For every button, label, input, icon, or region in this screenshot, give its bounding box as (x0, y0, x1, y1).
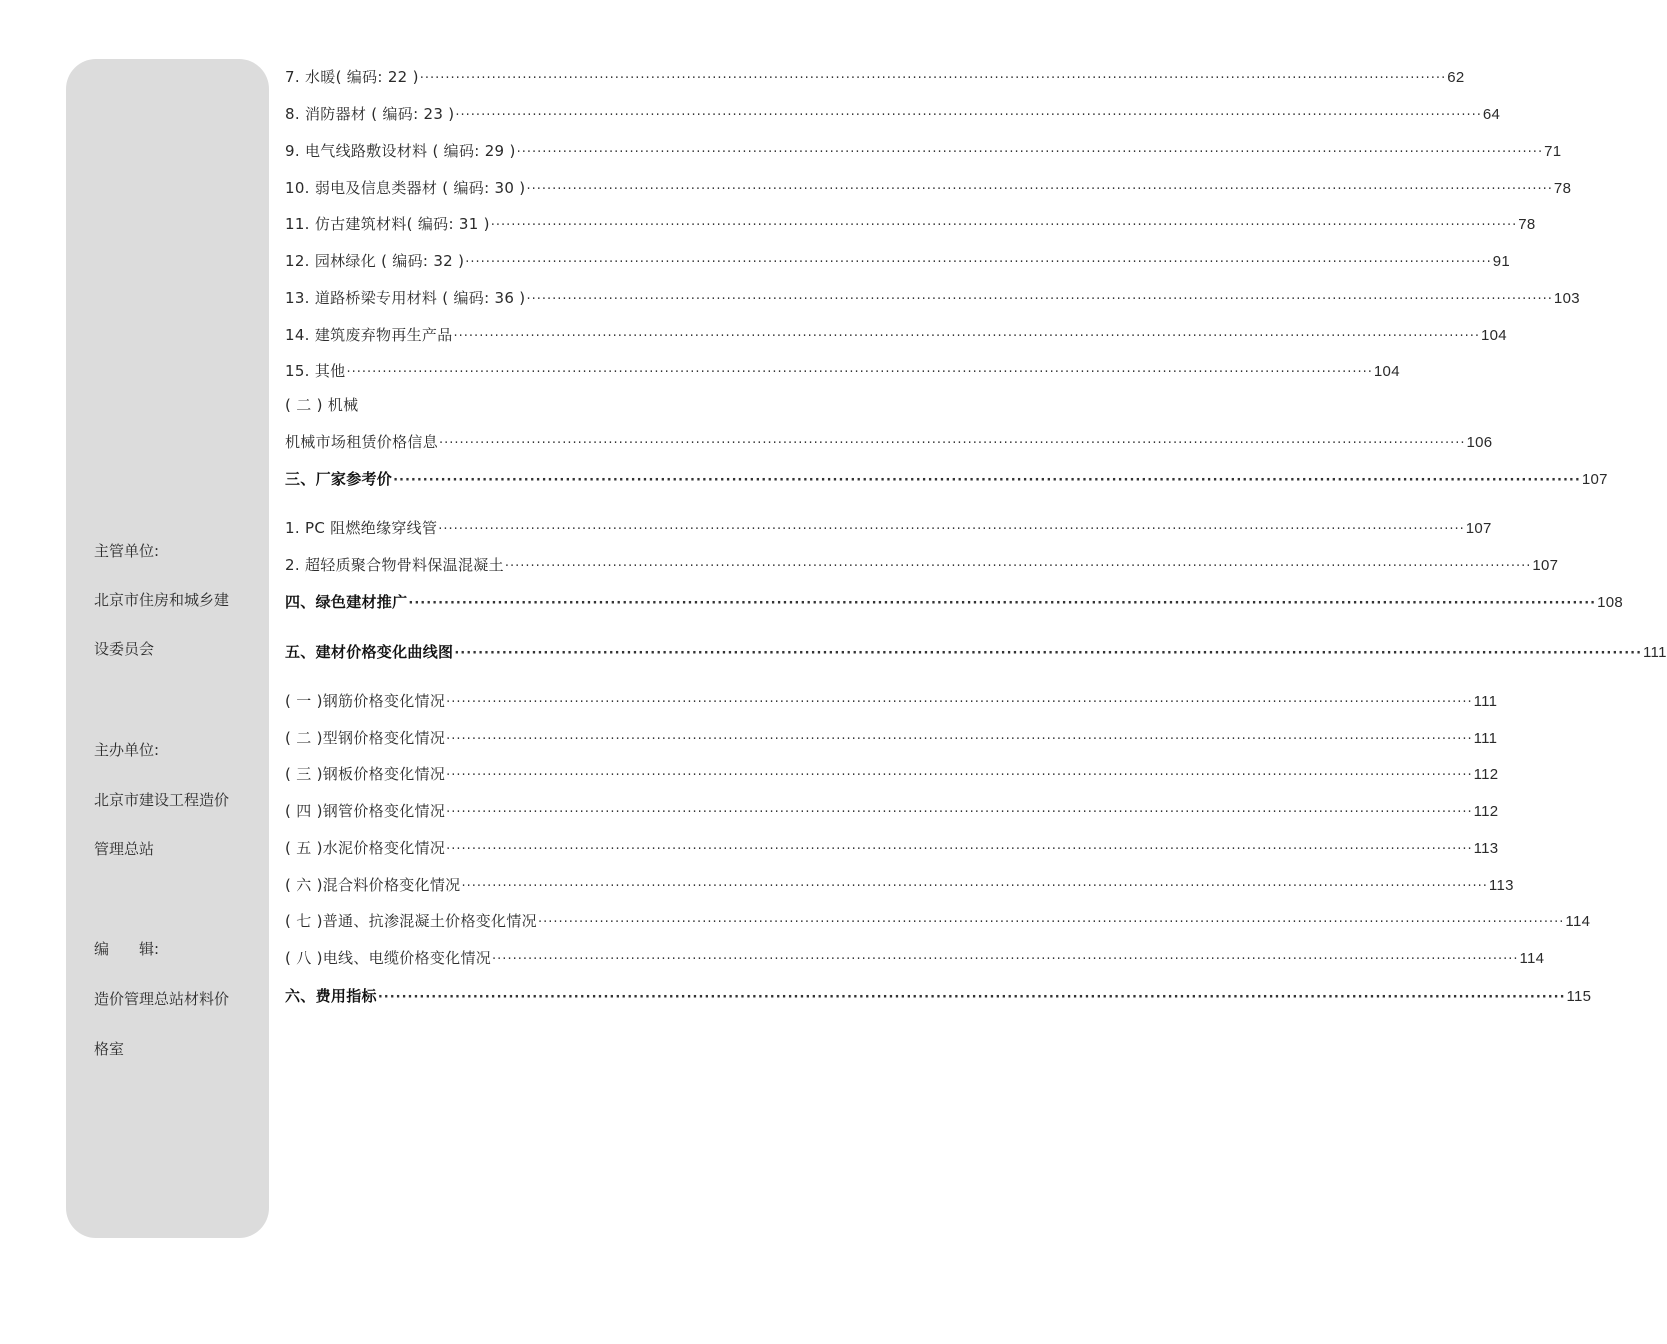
toc-entry-page: 107 (1581, 471, 1608, 488)
toc-leader-dots: ········································································································································································································ (446, 768, 1473, 783)
sidebar-supervisor-name-line2: 设委员会 (94, 640, 155, 658)
toc-leader-dots: ········································································································································································································ (461, 879, 1488, 894)
toc-entry-label: ( 一 )钢筋价格变化情况 (285, 692, 446, 710)
sidebar-editor-name-line2: 格室 (94, 1040, 125, 1058)
toc-leader-dots: ········································································································································································································ (438, 522, 1465, 537)
toc-leader-dots: ········································································································································································································ (346, 365, 1373, 380)
toc-leader-dots: ········································································································································································································ (490, 218, 1518, 233)
toc-leader-dots: ········································································································································································································ (446, 842, 1473, 857)
toc-leader-dots: ········································································································································································································ (446, 732, 1473, 747)
toc-entry-page: 107 (1465, 520, 1492, 537)
toc-leader-dots: ········································································································································································································ (419, 71, 1447, 86)
sidebar-organizer-label: 主办单位: (94, 741, 160, 759)
toc-leader-dots: ········································································································································································································ (504, 559, 1532, 574)
toc-entry-page: 111 (1643, 644, 1667, 661)
toc-entry[interactable] (285, 874, 1514, 896)
toc-entry-label: 1. PC 阻燃绝缘穿线管 (285, 519, 438, 537)
toc-leader-dots: ········································································································································································································ (465, 255, 1492, 270)
sidebar-organizer-name-line2: 管理总站 (94, 840, 155, 858)
toc-leader-dots: ········································································································································································································ (377, 990, 1566, 1005)
toc-entry-label: ( 六 )混合料价格变化情况 (285, 876, 461, 894)
sidebar-organizer-name-line1: 北京市建设工程造价 (94, 791, 230, 809)
toc-entry-label: 三、厂家参考价 (285, 470, 393, 488)
toc-entry[interactable] (285, 250, 1511, 272)
toc-entry-page: 104 (1481, 327, 1507, 344)
toc-entry[interactable] (285, 800, 1499, 822)
toc-entry-page: 103 (1553, 290, 1580, 307)
toc-entry-label: 7. 水暖( 编码: 22 ) (285, 68, 419, 86)
toc-leader-dots: ········································································································································································································ (446, 695, 1473, 710)
toc-entry-label: ( 四 )钢管价格变化情况 (285, 802, 446, 820)
toc-entry-page: 111 (1473, 693, 1498, 710)
toc-entry[interactable] (285, 177, 1572, 199)
toc-entry-page: 112 (1473, 803, 1499, 820)
toc-entry-label: 9. 电气线路敷设材料 ( 编码: 29 ) (285, 142, 516, 160)
toc-entry[interactable] (285, 360, 1400, 382)
toc-entry-label: ( 八 )电线、电缆价格变化情况 (285, 949, 492, 967)
toc-leader-dots: ········································································································································································································ (537, 915, 1565, 930)
toc-leader-dots: ········································································································································································································ (492, 952, 1519, 967)
toc-entry[interactable] (285, 431, 1493, 453)
toc-entry-label: 2. 超轻质聚合物骨料保温混凝土 (285, 556, 504, 574)
toc-entry-label: 8. 消防器材 ( 编码: 23 ) (285, 105, 455, 123)
toc-entry[interactable] (285, 517, 1492, 539)
toc-entry-label: 五、建材价格变化曲线图 (285, 643, 454, 661)
toc-entry-page: 113 (1473, 840, 1499, 857)
toc-leader-dots: ········································································································································································································ (439, 436, 1466, 451)
toc-section-entry[interactable] (285, 591, 1624, 613)
toc-entry[interactable] (285, 837, 1499, 859)
toc-entry[interactable] (285, 763, 1499, 785)
toc-entry-label: 13. 道路桥梁专用材料 ( 编码: 36 ) (285, 289, 526, 307)
toc-leader-dots: ········································································································································································································ (453, 329, 1480, 344)
toc-entry-page: 114 (1565, 913, 1591, 930)
toc-section-entry[interactable] (285, 985, 1592, 1007)
toc-entry-label: ( 三 )钢板价格变化情况 (285, 765, 446, 783)
toc-entry-label: 12. 园林绿化 ( 编码: 32 ) (285, 252, 465, 270)
toc-section-entry[interactable] (285, 468, 1608, 490)
toc-entry-page: 107 (1532, 557, 1559, 574)
toc-leader-dots: ········································································································································································································ (454, 646, 1643, 661)
sidebar-editor-label: 编 辑: (94, 940, 160, 958)
toc-entry-page: 113 (1488, 877, 1514, 894)
toc-entry[interactable] (285, 140, 1562, 162)
toc-entry-label: ( 二 ) 机械 (285, 396, 359, 414)
toc-entry-page: 78 (1553, 180, 1572, 197)
sidebar-supervisor-name-line1: 北京市住房和城乡建 (94, 591, 230, 609)
toc-entry-page: 115 (1566, 988, 1592, 1005)
toc-entry-label: 六、费用指标 (285, 987, 377, 1005)
toc-entry-page: 91 (1492, 253, 1511, 270)
toc-entry-label: ( 五 )水泥价格变化情况 (285, 839, 446, 857)
toc-entry-label: 四、绿色建材推广 (285, 593, 408, 611)
toc-entry-label: 机械市场租赁价格信息 (285, 433, 439, 451)
toc-leader-dots: ········································································································································································································ (526, 292, 1553, 307)
toc-entry-page: 104 (1373, 363, 1400, 380)
toc-entry-page: 108 (1597, 594, 1624, 611)
toc-entry-label: 15. 其他 (285, 362, 346, 380)
toc-entry[interactable] (285, 213, 1536, 235)
toc-leader-dots: ········································································································································································································ (516, 145, 1544, 160)
toc-entry-page: 111 (1473, 730, 1498, 747)
sidebar-editor-name-line1: 造价管理总站材料价 (94, 990, 230, 1008)
toc-entry[interactable] (285, 103, 1501, 125)
toc-entry-page: 106 (1466, 434, 1493, 451)
toc-entry-page: 71 (1544, 143, 1562, 160)
sidebar-supervisor-label: 主管单位: (94, 542, 160, 560)
toc-entry[interactable] (285, 727, 1498, 749)
toc-leader-dots: ········································································································································································································ (408, 596, 1597, 611)
toc-entry-label: 10. 弱电及信息类器材 ( 编码: 30 ) (285, 179, 526, 197)
toc-entry-label: ( 二 )型钢价格变化情况 (285, 729, 446, 747)
toc-entry-page: 114 (1519, 950, 1545, 967)
toc-entry[interactable] (285, 947, 1545, 969)
toc-leader-dots: ········································································································································································································ (446, 805, 1473, 820)
toc-entry-label: ( 七 )普通、抗渗混凝土价格变化情况 (285, 912, 537, 930)
toc-entry-page: 78 (1518, 216, 1536, 233)
toc-entry[interactable] (285, 554, 1559, 576)
toc-entry[interactable] (285, 324, 1507, 346)
toc-entry[interactable] (285, 287, 1580, 309)
toc-subsection-heading (285, 394, 793, 416)
toc-entry[interactable] (285, 66, 1465, 88)
toc-section-entry[interactable] (285, 641, 1667, 663)
toc-entry-label: 14. 建筑废弃物再生产品 (285, 326, 453, 344)
toc-entry-label: 11. 仿古建筑材料( 编码: 31 ) (285, 215, 490, 233)
toc-entry-page: 62 (1447, 69, 1465, 86)
toc-entry-page: 112 (1473, 766, 1499, 783)
toc-leader-dots: ········································································································································································································ (526, 182, 1553, 197)
toc-leader-dots: ········································································································································································································ (393, 473, 1581, 488)
toc-leader-dots: ········································································································································································································ (455, 108, 1482, 123)
toc-entry-page: 64 (1482, 106, 1501, 123)
toc-entry[interactable] (285, 910, 1591, 932)
toc-entry[interactable] (285, 690, 1498, 712)
